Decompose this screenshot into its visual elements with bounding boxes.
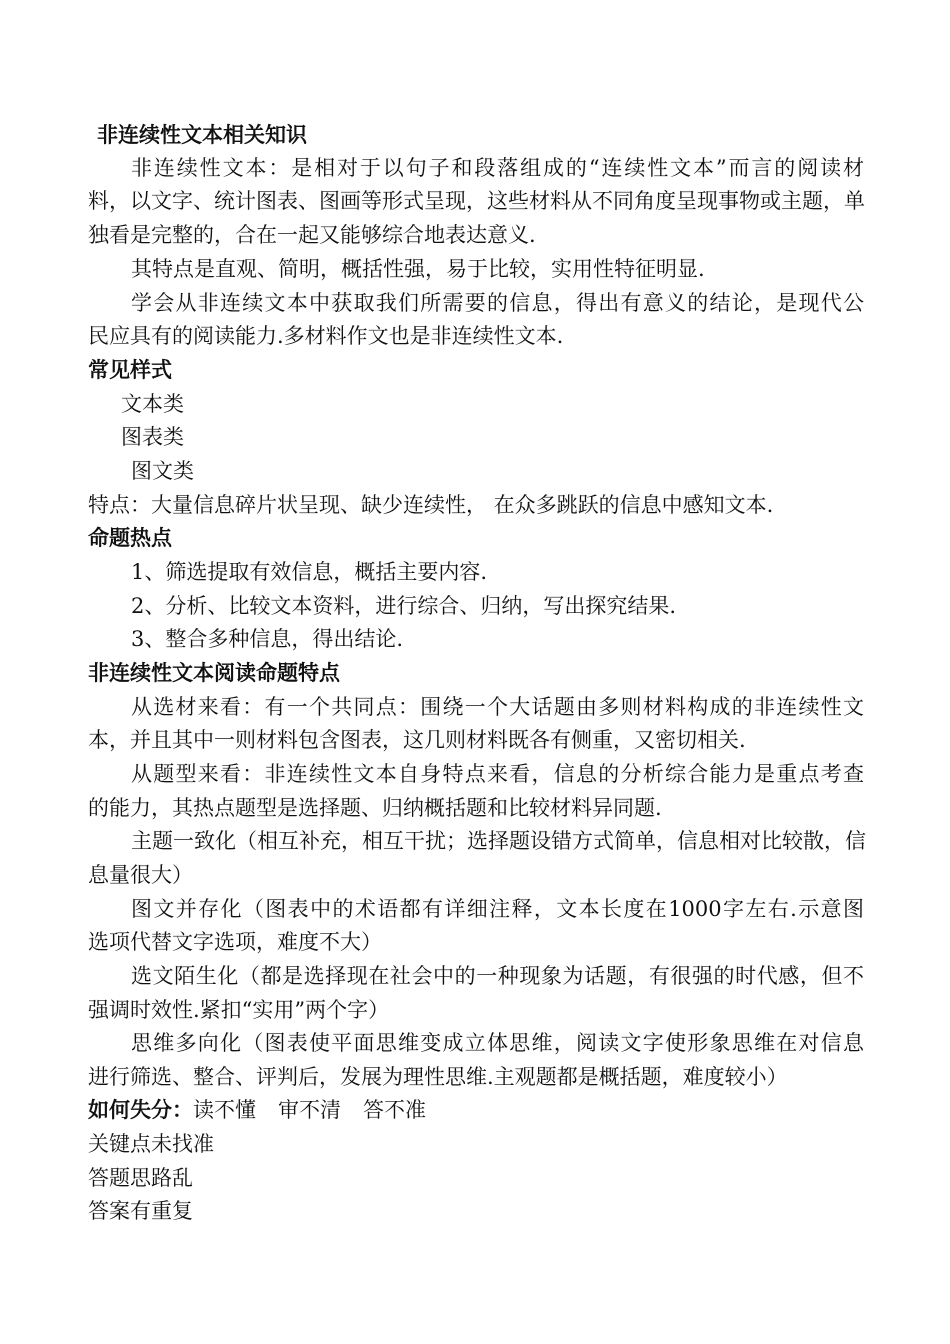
- feature-material-line-1: 从选材来看：有一个共同点：围绕一个大话题由多则材料构成的非连续性文: [131, 695, 864, 719]
- styles-heading: 常见样式: [88, 358, 172, 382]
- feature-material-line-2: 本，并且其中一则材料包含图表，这几则材料既各有侧重，又密切相关.: [88, 728, 746, 752]
- document-title: 非连续性文本相关知识: [97, 123, 307, 147]
- intro-paragraph-3-line-2: 民应具有的阅读能力.多材料作文也是非连续性文本.: [88, 324, 564, 348]
- styles-feature: 特点：大量信息碎片状呈现、缺少连续性， 在众多跳跃的信息中感知文本.: [88, 493, 774, 517]
- feature-thinking-line-1: 思维多向化（图表使平面思维变成立体思维，阅读文字使形象思维在对信息: [131, 1031, 864, 1055]
- feature-thinking-line-2: 进行筛选、整合、评判后，发展为理性思维.主观题都是概括题，难度较小）: [88, 1065, 788, 1089]
- lose-item-1: 关键点未找准: [88, 1132, 214, 1156]
- feature-unfamiliar-line-2: 强调时效性.紧扣“实用”两个字）: [88, 998, 390, 1022]
- style-item-text: 文本类: [121, 392, 184, 416]
- style-item-image-text: 图文类: [131, 459, 194, 483]
- lose-points-row: [88, 1095, 426, 1125]
- hotspot-item-1: 1、筛选提取有效信息，概括主要内容.: [131, 560, 488, 584]
- intro-paragraph-1-line-1: 非连续性文本：是相对于以句子和段落组成的“连续性文本”而言的阅读材: [131, 156, 864, 180]
- lose-reason-1: 读不懂: [193, 1098, 256, 1122]
- feature-image-text-line-2: 选项代替文字选项，难度不大）: [88, 930, 382, 954]
- lose-item-2: 答题思路乱: [88, 1166, 193, 1190]
- lose-item-3: 答案有重复: [88, 1199, 193, 1223]
- hotspot-item-2: 2、分析、比较文本资料，进行综合、归纳，写出探究结果.: [131, 594, 677, 618]
- feature-unfamiliar-line-1: 选文陌生化（都是选择现在社会中的一种现象为话题，有很强的时代感，但不: [131, 964, 864, 988]
- feature-image-text-line-1: 图文并存化（图表中的术语都有详细注释，文本长度在1000字左右.示意图: [131, 897, 864, 921]
- feature-question-type-line-1: 从题型来看：非连续性文本自身特点来看，信息的分析综合能力是重点考查: [131, 762, 864, 786]
- lose-reason-3: 答不准: [363, 1098, 426, 1122]
- lose-points-heading: 如何失分：: [88, 1098, 193, 1122]
- hotspots-heading: 命题热点: [88, 526, 172, 550]
- feature-theme-line-2: 息量很大）: [88, 863, 193, 887]
- feature-question-type-line-2: 的能力，其热点题型是选择题、归纳概括题和比较材料异同题.: [88, 796, 662, 820]
- intro-paragraph-1-line-3: 独看是完整的，合在一起又能够综合地表达意义.: [88, 223, 536, 247]
- lose-reason-2: 审不清: [278, 1098, 341, 1122]
- intro-paragraph-2: 其特点是直观、简明，概括性强，易于比较，实用性特征明显.: [131, 257, 705, 281]
- feature-theme-line-1: 主题一致化（相互补充，相互干扰；选择题设错方式简单，信息相对比较散，信: [131, 829, 866, 853]
- intro-paragraph-3-line-1: 学会从非连续文本中获取我们所需要的信息，得出有意义的结论，是现代公: [131, 291, 864, 315]
- intro-paragraph-1-line-2: 料，以文字、统计图表、图画等形式呈现，这些材料从不同角度呈现事物或主题，单: [88, 189, 865, 213]
- features-heading: 非连续性文本阅读命题特点: [88, 661, 340, 685]
- style-item-chart: 图表类: [121, 425, 184, 449]
- hotspot-item-3: 3、整合多种信息，得出结论.: [131, 627, 404, 651]
